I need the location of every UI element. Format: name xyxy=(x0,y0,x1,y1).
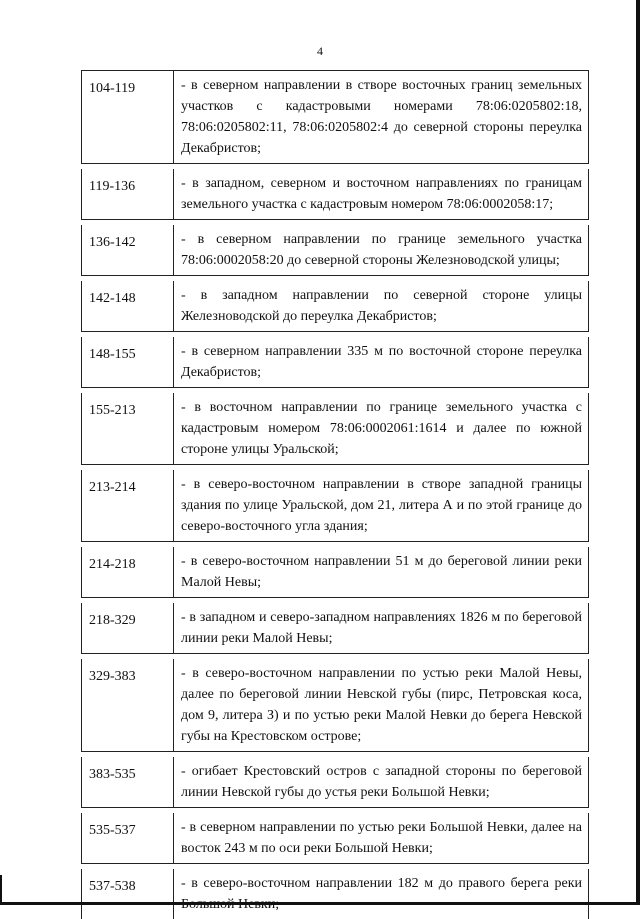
point-range: 119-136 xyxy=(82,169,174,219)
point-range: 383-535 xyxy=(82,757,174,807)
table-row xyxy=(81,337,589,388)
boundary-description: - в северо-восточном направлении в створе западной границы здания по улице Уральской, дом 21, литера А и по этой границе до северо-восточного угла здания; xyxy=(181,477,582,534)
table-row xyxy=(81,281,589,332)
boundary-description: - в северном направлении 335 м по восточной стороне переулка Декабристов; xyxy=(181,344,582,380)
point-range: 104-119 xyxy=(82,71,174,163)
point-range: 214-218 xyxy=(82,547,174,597)
table-row xyxy=(81,813,589,864)
table-row xyxy=(81,225,589,276)
boundary-description: - в северо-восточном направлении 182 м до правого берега реки xyxy=(181,876,582,891)
point-range: 537-538 xyxy=(82,869,174,919)
table-row xyxy=(81,393,589,465)
point-range: 329-383 xyxy=(82,659,174,751)
table-row xyxy=(81,470,589,542)
point-range: 218-329 xyxy=(82,603,174,653)
boundary-description: - в северо-восточном направлении 51 м до береговой линии реки Малой Невы; xyxy=(181,554,582,590)
table-row xyxy=(81,869,589,919)
page-number: 4 xyxy=(317,44,323,58)
table-row xyxy=(81,603,589,654)
boundary-description: - в восточном направлении по границе земельного участка с кадастровым номером 78:06:0002061:1614 и далее по южной стороне улицы Уральской; xyxy=(181,400,582,457)
point-range: 213-214 xyxy=(82,470,174,541)
point-range: 535-537 xyxy=(82,813,174,863)
boundary-description: - в западном направлении по северной стороне улицы Железноводской до переулка Декабристов; xyxy=(181,288,582,324)
boundary-description: - в северном направлении в створе восточных границ земельных участков с кадастровыми номерами 78:06:0205802:18, 78:06:0205802:11, 78:06:0205802:4 до северной стороны переулка Декабристов; xyxy=(181,78,582,156)
boundary-description: - в западном и северо-западном направлениях 1826 м по береговой линии реки Малой Невы; xyxy=(181,610,582,646)
table-row xyxy=(81,547,589,598)
table-row xyxy=(81,659,589,752)
table-row xyxy=(81,71,589,164)
boundary-description: - огибает Крестовский остров с западной стороны по береговой линии Невской губы до устья реки Большой Невки; xyxy=(181,764,582,800)
point-range: 148-155 xyxy=(82,337,174,387)
point-range: 155-213 xyxy=(82,393,174,464)
scan-edge xyxy=(0,875,2,905)
boundary-description: - в северо-восточном направлении по устью реки Малой Невы, далее по береговой линии Невской губы (пирс, Петровская коса, дом 9, литера З) и по устью реки Малой Невки до берега Невской губы на Крестовском острове; xyxy=(181,666,582,744)
boundary-table xyxy=(81,70,589,919)
table-row xyxy=(81,169,589,220)
scan-edge xyxy=(636,0,640,905)
boundary-description: - в северном направлении по границе земельного участка 78:06:0002058:20 до северной стороны Железноводской улицы; xyxy=(181,232,582,268)
boundary-description: - в северном направлении по устью реки Большой Невки, далее на восток 243 м по оси реки Большой Невки; xyxy=(181,820,582,856)
point-range: 136-142 xyxy=(82,225,174,275)
point-range: 142-148 xyxy=(82,281,174,331)
table-row xyxy=(81,757,589,808)
boundary-description: - в западном, северном и восточном направлениях по границам земельного участка с кадастровым номером 78:06:0002058:17; xyxy=(181,176,582,212)
